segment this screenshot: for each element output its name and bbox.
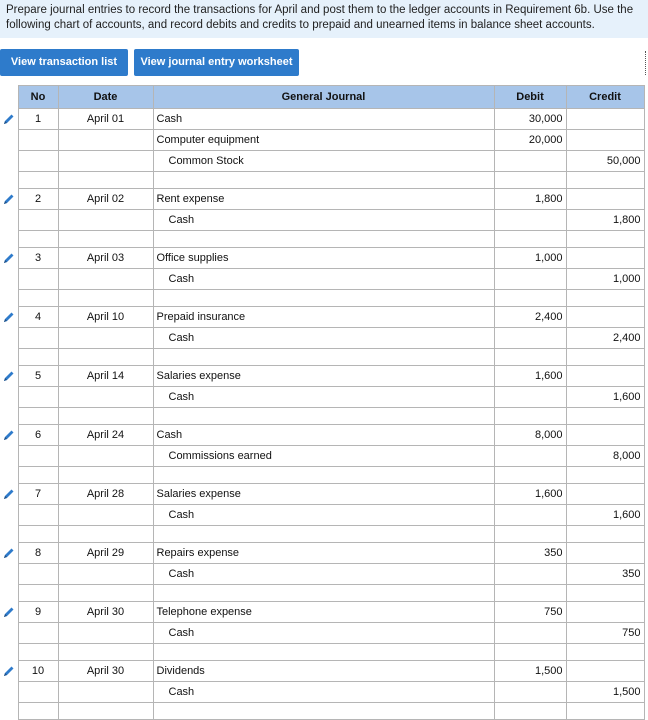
edit-cell [0,269,18,290]
credit-cell[interactable] [566,585,644,602]
debit-cell[interactable]: 30,000 [494,109,566,130]
account-cell[interactable] [153,644,494,661]
account-cell[interactable] [153,526,494,543]
account-cell[interactable] [153,585,494,602]
credit-cell[interactable]: 50,000 [566,151,644,172]
column-header-no: No [18,86,58,109]
entry-no-cell: 6 [18,425,58,446]
edit-cell [0,564,18,585]
debit-cell[interactable] [494,446,566,467]
pencil-icon[interactable] [3,488,15,500]
entry-date-cell [58,644,153,661]
edit-cell [0,644,18,661]
entry-no-cell [18,349,58,366]
credit-cell[interactable]: 1,800 [566,210,644,231]
journal-line-row [0,189,644,210]
journal-line-row [0,109,644,130]
edit-cell [0,408,18,425]
pencil-icon[interactable] [3,606,15,618]
debit-cell[interactable] [494,623,566,644]
entry-no-cell [18,682,58,703]
empty-journal-row [0,703,644,720]
credit-cell[interactable] [566,109,644,130]
credit-cell[interactable] [566,349,644,366]
journal-line-row [0,602,644,623]
entry-date-cell [58,231,153,248]
edit-cell [0,661,18,682]
account-cell[interactable] [153,703,494,720]
entry-no-cell [18,623,58,644]
credit-cell[interactable]: 8,000 [566,446,644,467]
edit-cell [0,682,18,703]
column-header-credit: Credit [566,86,644,109]
entry-no-cell: 4 [18,307,58,328]
edit-cell [0,623,18,644]
debit-cell[interactable] [494,269,566,290]
edit-cell [0,387,18,408]
credit-cell[interactable]: 1,000 [566,269,644,290]
journal-line-row [0,564,644,585]
edit-cell [0,602,18,623]
credit-cell[interactable]: 1,600 [566,387,644,408]
debit-cell[interactable]: 750 [494,602,566,623]
entry-no-cell [18,526,58,543]
credit-cell[interactable]: 1,600 [566,505,644,526]
journal-line-row [0,623,644,644]
edit-cell [0,307,18,328]
debit-cell[interactable]: 2,400 [494,307,566,328]
empty-journal-row [0,290,644,307]
entry-no-cell [18,644,58,661]
credit-cell[interactable] [566,130,644,151]
journal-line-row [0,151,644,172]
debit-cell[interactable] [494,505,566,526]
entry-no-cell [18,387,58,408]
account-cell[interactable]: Cash [153,564,494,585]
entry-no-cell [18,130,58,151]
debit-cell[interactable]: 1,600 [494,366,566,387]
pencil-icon[interactable] [3,252,15,264]
journal-line-row [0,543,644,564]
account-cell[interactable]: Computer equipment [153,130,494,151]
journal-line-row [0,682,644,703]
entry-date-cell [58,505,153,526]
entry-no-cell: 8 [18,543,58,564]
pencil-icon[interactable] [3,547,15,559]
debit-cell[interactable]: 8,000 [494,425,566,446]
journal-line-row [0,307,644,328]
credit-cell[interactable] [566,661,644,682]
entry-date-cell [58,682,153,703]
account-cell[interactable]: Salaries expense [153,484,494,505]
account-cell[interactable]: Cash [153,109,494,130]
edit-cell [0,290,18,307]
entry-date-cell [58,387,153,408]
entry-no-cell: 10 [18,661,58,682]
edit-cell [0,585,18,602]
edit-cell [0,366,18,387]
entry-date-cell [58,623,153,644]
entry-date-cell [58,526,153,543]
entry-no-cell [18,564,58,585]
entry-no-cell [18,290,58,307]
credit-cell[interactable] [566,644,644,661]
edit-cell [0,248,18,269]
edit-cell [0,130,18,151]
account-cell[interactable]: Office supplies [153,248,494,269]
debit-cell[interactable] [494,682,566,703]
account-cell[interactable]: Cash [153,328,494,349]
credit-cell[interactable] [566,602,644,623]
entry-date-cell [58,446,153,467]
debit-cell[interactable] [494,349,566,366]
entry-no-cell: 3 [18,248,58,269]
credit-cell[interactable] [566,189,644,210]
pencil-icon[interactable] [3,370,15,382]
entry-date-cell [58,210,153,231]
journal-line-row [0,248,644,269]
journal-line-row [0,130,644,151]
entry-date-cell: April 02 [58,189,153,210]
credit-cell[interactable] [566,526,644,543]
empty-journal-row [0,172,644,189]
pencil-icon[interactable] [3,113,15,125]
account-cell[interactable]: Telephone expense [153,602,494,623]
account-cell[interactable]: Prepaid insurance [153,307,494,328]
account-cell[interactable] [153,408,494,425]
edit-cell [0,425,18,446]
edit-column-header [0,86,18,109]
edit-cell [0,526,18,543]
account-cell[interactable]: Cash [153,505,494,526]
debit-cell[interactable] [494,703,566,720]
debit-cell[interactable] [494,172,566,189]
entry-date-cell [58,703,153,720]
entry-date-cell: April 03 [58,248,153,269]
account-cell[interactable]: Cash [153,682,494,703]
account-cell[interactable]: Repairs expense [153,543,494,564]
account-cell[interactable]: Rent expense [153,189,494,210]
debit-cell[interactable] [494,231,566,248]
debit-cell[interactable] [494,387,566,408]
account-cell[interactable] [153,231,494,248]
account-cell[interactable] [153,172,494,189]
journal-line-row [0,425,644,446]
debit-cell[interactable] [494,526,566,543]
edit-cell [0,349,18,366]
entry-no-cell: 9 [18,602,58,623]
edit-cell [0,189,18,210]
entry-date-cell: April 10 [58,307,153,328]
account-cell[interactable]: Cash [153,425,494,446]
entry-no-cell [18,505,58,526]
debit-cell[interactable]: 1,800 [494,189,566,210]
entry-date-cell [58,172,153,189]
credit-cell[interactable] [566,484,644,505]
column-header-general-journal: General Journal [153,86,494,109]
journal-line-row [0,210,644,231]
debit-cell[interactable]: 1,000 [494,248,566,269]
pencil-icon[interactable] [3,311,15,323]
entry-date-cell [58,564,153,585]
credit-cell[interactable] [566,290,644,307]
table-header-row [0,86,644,109]
journal-line-row [0,269,644,290]
account-cell[interactable]: Salaries expense [153,366,494,387]
debit-cell[interactable]: 1,500 [494,661,566,682]
edit-cell [0,172,18,189]
credit-cell[interactable] [566,172,644,189]
credit-cell[interactable]: 2,400 [566,328,644,349]
entry-no-cell [18,172,58,189]
edit-cell [0,328,18,349]
entry-date-cell: April 01 [58,109,153,130]
entry-date-cell [58,328,153,349]
credit-cell[interactable] [566,467,644,484]
debit-cell[interactable] [494,644,566,661]
empty-journal-row [0,526,644,543]
edit-cell [0,151,18,172]
empty-journal-row [0,467,644,484]
debit-cell[interactable]: 350 [494,543,566,564]
general-journal-table [0,85,645,720]
credit-cell[interactable] [566,366,644,387]
view-transaction-list-button[interactable]: View transaction list [0,49,128,76]
view-journal-entry-worksheet-button[interactable]: View journal entry worksheet [134,49,299,76]
credit-cell[interactable] [566,248,644,269]
edit-cell [0,467,18,484]
journal-line-row [0,661,644,682]
entry-date-cell: April 30 [58,602,153,623]
journal-line-row [0,387,644,408]
credit-cell[interactable] [566,425,644,446]
journal-line-row [0,484,644,505]
account-cell[interactable]: Cash [153,269,494,290]
journal-line-row [0,446,644,467]
debit-cell[interactable] [494,564,566,585]
debit-cell[interactable] [494,151,566,172]
instructions-text: Prepare journal entries to record the transactions for April and post them to the ledger accounts in Requirement 6b. Use the following chart of accounts, and record debits and credits to prepaid and unearned items in balance sheet accounts. [0,0,648,38]
entry-no-cell [18,408,58,425]
entry-date-cell [58,290,153,307]
credit-cell[interactable] [566,231,644,248]
debit-cell[interactable] [494,290,566,307]
entry-date-cell: April 14 [58,366,153,387]
entry-date-cell [58,349,153,366]
entry-date-cell [58,130,153,151]
account-cell[interactable]: Dividends [153,661,494,682]
edit-cell [0,231,18,248]
debit-cell[interactable] [494,585,566,602]
credit-cell[interactable]: 750 [566,623,644,644]
entry-date-cell [58,151,153,172]
entry-date-cell: April 24 [58,425,153,446]
empty-journal-row [0,349,644,366]
entry-date-cell: April 29 [58,543,153,564]
account-cell[interactable]: Cash [153,210,494,231]
credit-cell[interactable] [566,408,644,425]
debit-cell[interactable] [494,328,566,349]
entry-no-cell [18,467,58,484]
entry-no-cell [18,210,58,231]
pencil-icon[interactable] [3,665,15,677]
entry-no-cell [18,446,58,467]
entry-no-cell: 7 [18,484,58,505]
credit-cell[interactable]: 1,500 [566,682,644,703]
debit-cell[interactable] [494,467,566,484]
column-header-debit: Debit [494,86,566,109]
entry-no-cell [18,328,58,349]
account-cell[interactable]: Cash [153,387,494,408]
account-cell[interactable] [153,290,494,307]
edit-cell [0,543,18,564]
journal-body [0,109,644,720]
empty-journal-row [0,408,644,425]
edit-cell [0,484,18,505]
account-cell[interactable]: Common Stock [153,151,494,172]
pencil-icon[interactable] [3,429,15,441]
journal-line-row [0,366,644,387]
edit-cell [0,446,18,467]
entry-no-cell: 5 [18,366,58,387]
credit-cell[interactable] [566,543,644,564]
account-cell[interactable]: Cash [153,623,494,644]
entry-date-cell [58,408,153,425]
credit-cell[interactable] [566,703,644,720]
debit-cell[interactable] [494,408,566,425]
entry-date-cell [58,467,153,484]
entry-no-cell [18,151,58,172]
entry-no-cell [18,231,58,248]
account-cell[interactable] [153,467,494,484]
debit-cell[interactable]: 1,600 [494,484,566,505]
account-cell[interactable]: Commissions earned [153,446,494,467]
entry-no-cell: 2 [18,189,58,210]
edit-cell [0,505,18,526]
entry-no-cell [18,703,58,720]
pencil-icon[interactable] [3,193,15,205]
debit-cell[interactable] [494,210,566,231]
edit-cell [0,210,18,231]
empty-journal-row [0,231,644,248]
empty-journal-row [0,644,644,661]
empty-journal-row [0,585,644,602]
debit-cell[interactable]: 20,000 [494,130,566,151]
edit-cell [0,703,18,720]
journal-line-row [0,328,644,349]
entry-no-cell: 1 [18,109,58,130]
edit-cell [0,109,18,130]
credit-cell[interactable] [566,307,644,328]
column-header-date: Date [58,86,153,109]
entry-no-cell [18,585,58,602]
entry-date-cell: April 30 [58,661,153,682]
entry-date-cell: April 28 [58,484,153,505]
credit-cell[interactable]: 350 [566,564,644,585]
entry-no-cell [18,269,58,290]
entry-date-cell [58,585,153,602]
journal-line-row [0,505,644,526]
entry-date-cell [58,269,153,290]
account-cell[interactable] [153,349,494,366]
